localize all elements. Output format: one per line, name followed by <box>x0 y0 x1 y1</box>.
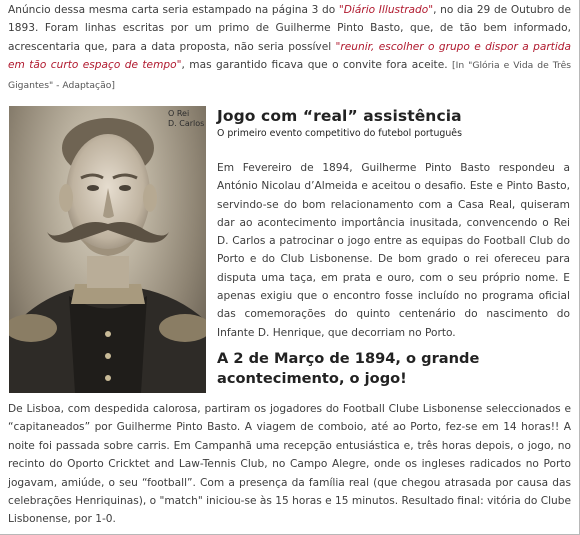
section-title: A 2 de Março de 1894, o grande acontecimento, o jogo! <box>217 350 480 387</box>
portrait-illustration <box>9 106 206 393</box>
intro-quote: "reunir, escolher o grupo e dispor a partida em tão curto espaço de tempo" <box>8 40 571 72</box>
king-portrait-photo <box>9 106 206 393</box>
article-title: Jogo com “real” assistência <box>217 107 462 125</box>
newspaper-name: "Diário Illustrado" <box>338 4 434 16</box>
source-credit: [In "Glória e Vida de Três Gigantes" - Adaptação] <box>8 60 572 91</box>
photo-caption <box>168 109 204 129</box>
intro-text-2: , no dia 29 de Outubro de 1893. Foram linhas escritas por um primo de Guilherme Pinto Basto, que, de tão bem informado, acrescentaria que, para a data proposta, não seria possível <box>8 4 571 53</box>
article-subtitle: O primeiro evento competitivo do futebol português <box>217 128 462 139</box>
intro-text-3: , mas garantido ficava que o convite fora aceite. <box>181 59 453 72</box>
intro-paragraph <box>8 1 571 95</box>
caption-line-2: D. Carlos <box>168 119 205 128</box>
section-body: De Lisboa, com despedida calorosa, partiram os jogadores do Football Clube Lisbonense seleccionados e “capitaneados” por Guilherme Pinto Basto. A viagem de comboio, até ao Porto, fez-se em 14 horas!! A noite foi passada sobre carris. Em Campanhã uma recepção entusiástica e, três horas depois, o jogo, no recinto do Oporto Cricktet and Law-Tennis Club, no Campo Alegre, onde os ingleses radicados no Porto jogavam, amiúde, o seu “football”. Com a presença da família real (que chegou atrasada por causa das celebrações Henriquinas), o "match" iniciou-se às 15 horas e 15 minutos. Resultado final: vitória do Clube Lisbonense, por 1-0. <box>8 403 571 526</box>
caption-line-1: O Rei <box>168 109 190 118</box>
article-body: Em Fevereiro de 1894, Guilherme Pinto Basto respondeu a António Nicolau d’Almeida e aceitou o desafio. Este e Pinto Basto, servindo-se do bom relacionamento com a Casa Real, quiseram dar ao acontecimento importância inusitada, convencendo o Rei D. Carlos a patrocinar o jogo entre as equipas do Football Club do Porto e do Club Lisbonense. De bom grado o rei ofereceu para disputa uma taça, em prata e ouro, com o seu próprio nome. E apenas exigiu que o encontro fosse incluído no programa oficial das comemorações do quinto centenário do nascimento do Infante D. Henrique, que decorriam no Porto. <box>217 162 570 339</box>
intro-text-1: Anúncio dessa mesma carta seria estampado na página 3 do <box>8 4 339 16</box>
